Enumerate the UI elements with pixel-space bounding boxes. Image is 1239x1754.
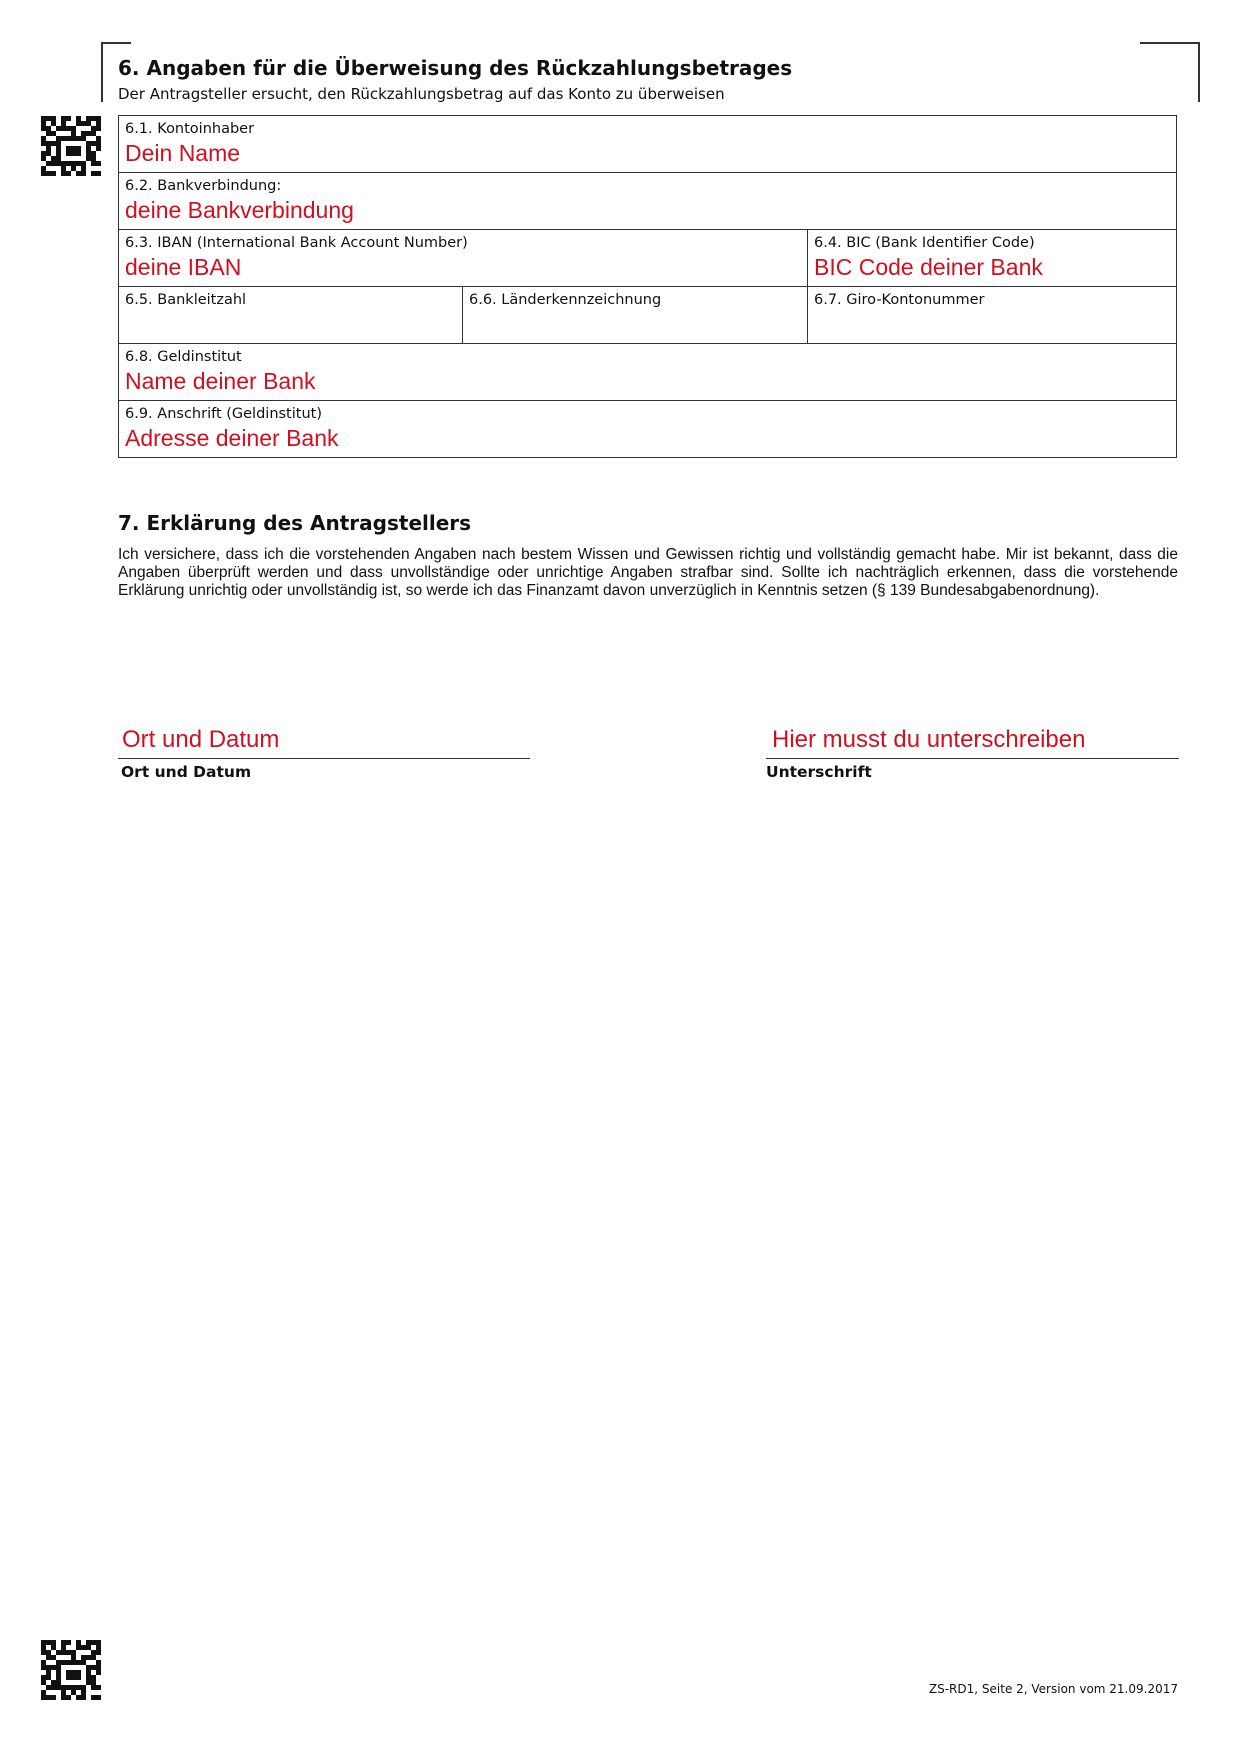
field-bic[interactable]: [808, 230, 1177, 287]
field-label: 6.3. IBAN (International Bank Account Number): [125, 235, 468, 251]
field-girokontonummer[interactable]: [808, 287, 1177, 344]
field-anschrift[interactable]: [119, 401, 1177, 458]
field-value-kontoinhaber[interactable]: Dein Name: [125, 140, 241, 166]
place-date-label: Ort und Datum: [121, 763, 252, 781]
field-label: 6.1. Kontoinhaber: [125, 121, 255, 137]
section-6-title: 6. Angaben für die Überweisung des Rückzahlungsbetrages: [118, 56, 793, 80]
signature-line: [766, 758, 1179, 759]
section-6-subtitle: Der Antragsteller ersucht, den Rückzahlungsbetrag auf das Konto zu überweisen: [118, 85, 725, 103]
field-value-geldinstitut[interactable]: Name deiner Bank: [125, 368, 316, 394]
bank-details-table: [118, 115, 1177, 458]
field-bankverbindung[interactable]: [119, 173, 1177, 230]
field-label: 6.5. Bankleitzahl: [125, 292, 247, 308]
field-value-bankverbindung[interactable]: deine Bankverbindung: [125, 197, 354, 223]
field-label: 6.2. Bankverbindung:: [125, 178, 282, 194]
qr-code-icon: [41, 1640, 101, 1700]
signature-label: Unterschrift: [766, 763, 872, 781]
field-label: 6.4. BIC (Bank Identifier Code): [814, 235, 1035, 251]
signature-value[interactable]: Hier musst du unterschreiben: [772, 726, 1086, 753]
qr-code-icon: [41, 116, 101, 176]
footer-version: ZS-RD1, Seite 2, Version vom 21.09.2017: [928, 1682, 1178, 1696]
place-date-line: [118, 758, 530, 759]
field-label: 6.8. Geldinstitut: [125, 349, 242, 365]
corner-mark-top-right: [1140, 42, 1200, 102]
field-iban[interactable]: [119, 230, 808, 287]
place-date-value[interactable]: Ort und Datum: [122, 726, 280, 753]
field-geldinstitut[interactable]: [119, 344, 1177, 401]
declaration-text: Ich versichere, dass ich die vorstehenden Angaben nach bestem Wissen und Gewissen richtig und vollständig gemacht habe. Mir ist bekannt, dass die Angaben überprüft werden und dass unvollständige oder unrichtige Angaben strafbar sind. Sollte ich nachträglich erkennen, dass die vorstehende Erklärung unrichtig oder unvollständig ist, so werde ich das Finanzamt davon unverzüglich in Kenntnis setzen (§ 139 Bundesabgabenordnung).: [118, 546, 1178, 599]
field-value-bic[interactable]: BIC Code deiner Bank: [814, 254, 1043, 280]
field-label: 6.6. Länderkennzeichnung: [469, 292, 662, 308]
field-label: 6.7. Giro-Kontonummer: [814, 292, 985, 308]
field-value-iban[interactable]: deine IBAN: [125, 254, 242, 280]
section-7-title: 7. Erklärung des Antragstellers: [118, 511, 472, 535]
field-label: 6.9. Anschrift (Geldinstitut): [125, 406, 322, 422]
field-kontoinhaber[interactable]: [119, 116, 1177, 173]
field-value-anschrift[interactable]: Adresse deiner Bank: [125, 425, 339, 451]
field-laenderkennzeichnung[interactable]: [463, 287, 808, 344]
field-bankleitzahl[interactable]: [119, 287, 463, 344]
